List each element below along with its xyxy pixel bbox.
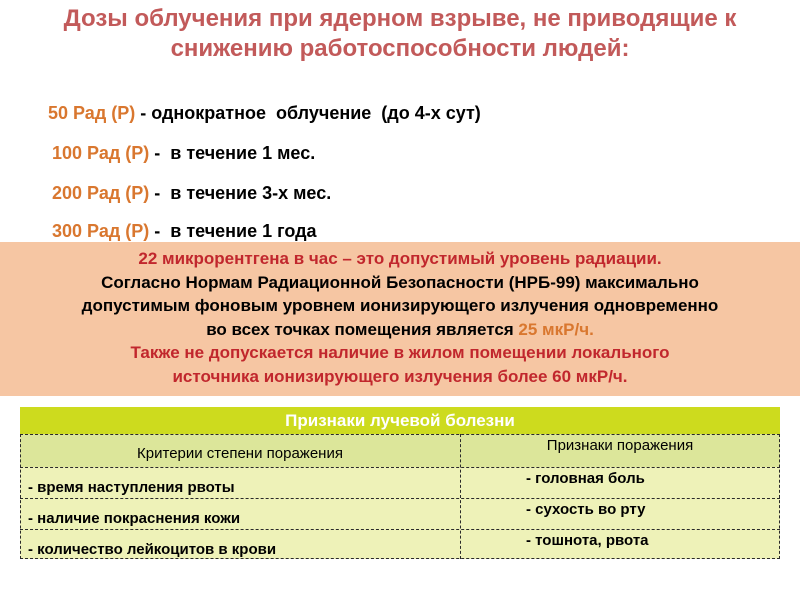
info-line-2: Согласно Нормам Радиационной Безопасности (НРБ-99) максимально [101, 272, 699, 292]
table-divider [20, 434, 780, 435]
table-title: Признаки лучевой болезни [20, 407, 780, 434]
dose-description: - в течение 1 мес. [149, 143, 316, 163]
info-line-6: источника ионизирующего излучения более 60 мкР/ч. [172, 366, 628, 386]
dose-value: 50 Рад (Р) [48, 103, 136, 123]
table-divider [460, 434, 461, 559]
dose-description: - однократное облучение (до 4-х сут) [135, 103, 481, 123]
dose-value: 200 Рад (Р) [52, 183, 150, 203]
header-signs: Признаки поражения [546, 437, 694, 454]
table-row [20, 498, 780, 529]
info-line-5: Также не допускается наличие в жилом помещении локального [130, 343, 670, 363]
criteria-cell: - наличие покраснения кожи [28, 510, 241, 527]
criteria-cell: - время наступления рвоты [28, 479, 235, 496]
table-header-row [20, 434, 780, 467]
info-line-1: 22 микрорентгена в час – это допустимый уровень радиации. [138, 249, 662, 268]
page-title [0, 4, 800, 64]
info-line-4 [0, 318, 800, 342]
dose-description: - в течение 3-х мес. [149, 183, 332, 203]
header-criteria: Критерии степени поражения [137, 445, 343, 462]
dose-value: 300 Рад (Р) [52, 221, 150, 241]
dose-item-100 [42, 120, 315, 164]
radiation-sickness-table [20, 407, 780, 559]
sign-cell: - тошнота, рвота [526, 532, 649, 549]
table-divider [779, 434, 780, 559]
table-divider [20, 558, 780, 559]
criteria-cell: - количество лейкоцитов в крови [28, 541, 277, 558]
dose-item-50 [38, 80, 481, 124]
dose-description: - в течение 1 года [149, 221, 317, 241]
sign-cell: - головная боль [526, 470, 645, 487]
table-divider [20, 434, 21, 559]
title-line-1: Дозы облучения при ядерном взрыве, не приводящие к [63, 5, 737, 32]
table-divider [20, 498, 780, 499]
info-line-3: допустимым фоновым уровнем ионизирующего излучения одновременно [81, 296, 719, 316]
title-line-2: снижению работоспособности людей: [170, 35, 630, 62]
dose-item-300 [42, 198, 317, 242]
table-row [20, 467, 780, 498]
table-row [20, 529, 780, 559]
table-divider [20, 529, 780, 530]
info-line-4-text: во всех точках помещения является [206, 319, 519, 339]
radiation-info-box [0, 242, 800, 396]
info-line-4-value: 25 мкР/ч. [518, 319, 594, 339]
table-divider [20, 467, 780, 468]
dose-value: 100 Рад (Р) [52, 143, 150, 163]
sign-cell: - сухость во рту [526, 501, 646, 518]
